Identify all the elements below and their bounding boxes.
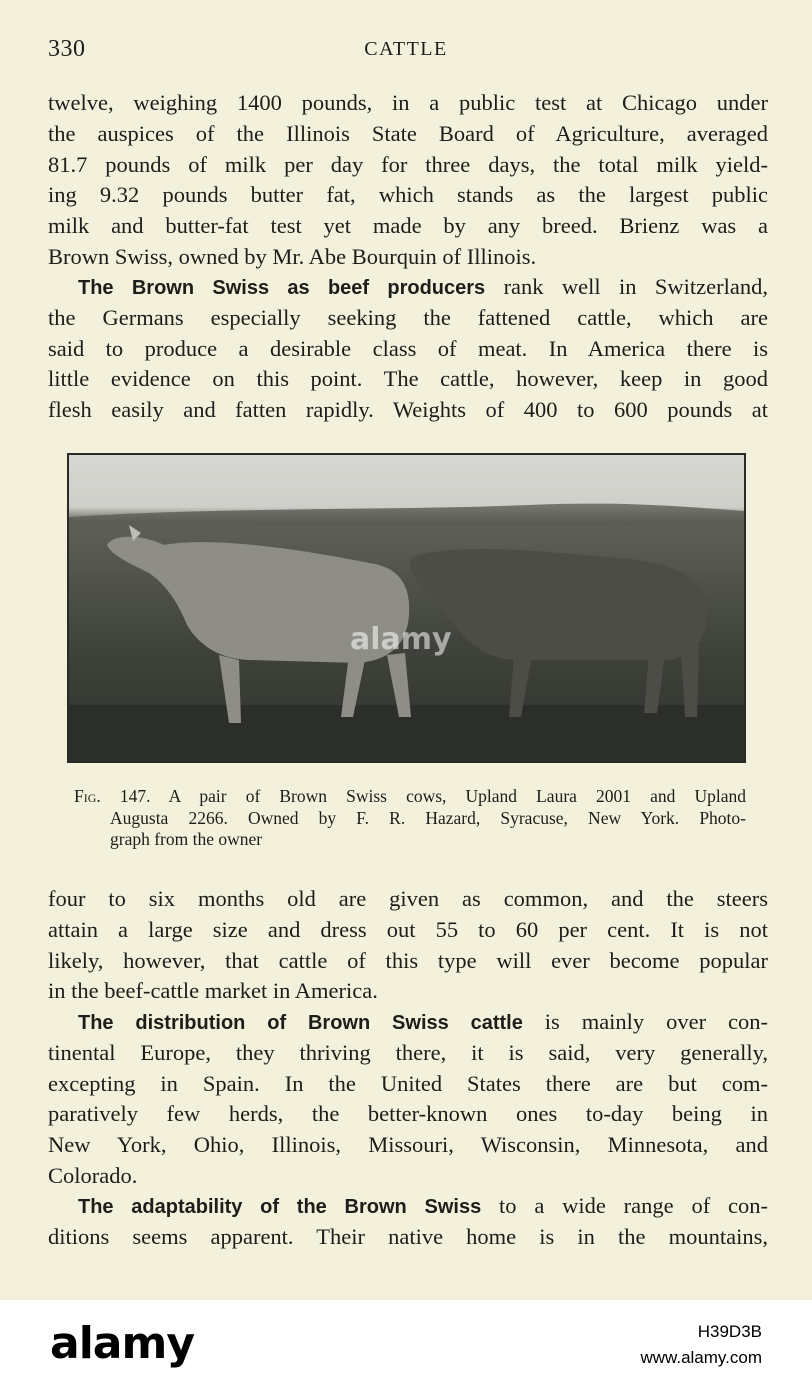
text-line: attain a large size and dress out 55 to 60 per cent. It is not [48, 916, 768, 942]
text-fragment: is mainly over con- [522, 1009, 768, 1034]
page-number: 330 [48, 36, 86, 62]
text-line: Brown Swiss, owned by Mr. Abe Bourquin of Illinois. [48, 243, 537, 269]
text-line: 81.7 pounds of milk per day for three days, the total milk yield- [48, 151, 768, 177]
text-line: Colorado. [48, 1162, 138, 1188]
paragraph-5 [48, 1191, 768, 1253]
text-line: in the beef-cattle market in America. [48, 978, 378, 1004]
text-line: the Germans especially seeking the fattened cattle, which are [48, 304, 768, 330]
caption-line: Augusta 2266. Owned by F. R. Hazard, Syracuse, New York. Photo- [110, 807, 746, 828]
text-line [48, 272, 768, 303]
text-line: little evidence on this point. The cattle, however, keep in good [48, 366, 768, 392]
text-line: paratively few herds, the better-known ones to-day being in [48, 1101, 768, 1127]
text-fragment: rank well in Switzerland, [485, 274, 768, 299]
text-fragment: to a wide range of con- [481, 1193, 768, 1218]
text-line: tinental Europe, they thriving there, it is said, very generally, [48, 1039, 768, 1065]
paragraph-1 [48, 88, 768, 273]
text-line: the auspices of the Illinois State Board of Agriculture, averaged [48, 120, 768, 146]
paragraph-2 [48, 272, 768, 426]
image-id: H39D3B [697, 1322, 762, 1341]
caption-line: graph from the owner [110, 829, 263, 849]
photo-illustration [69, 455, 744, 761]
running-head: CATTLE [364, 38, 448, 60]
figure-label: Fig. 147. [74, 786, 151, 806]
text-line: twelve, weighing 1400 pounds, in a public test at Chicago under [48, 90, 768, 115]
caption-text: A pair of Brown Swiss cows, Upland Laura 2001 and Upland [168, 786, 746, 806]
text-line [48, 1191, 768, 1222]
cow-right [410, 549, 707, 717]
run-in-heading: The adaptability of the Brown Swiss [78, 1196, 482, 1218]
text-line: flesh easily and fatten rapidly. Weights of 400 to 600 pounds at [48, 397, 768, 423]
caption-line [74, 786, 746, 808]
figure-caption [74, 786, 746, 851]
run-in-heading: The distribution of Brown Swiss cattle [78, 1012, 523, 1034]
text-line: ing 9.32 pounds butter fat, which stands as the largest public [48, 182, 768, 208]
text-line: New York, Ohio, Illinois, Missouri, Wisconsin, Minnesota, and [48, 1132, 768, 1158]
site-url: www.alamy.com [640, 1348, 762, 1367]
text-line: four to six months old are given as common, and the steers [48, 886, 768, 911]
text-line: ditions seems apparent. Their native home is in the mountains, [48, 1223, 768, 1249]
text-line: milk and butter-fat test yet made by any breed. Brienz was a [48, 213, 768, 239]
text-line: said to produce a desirable class of meat. In America there is [48, 335, 768, 361]
paragraph-3 [48, 884, 768, 1007]
brand-logo: alamy [50, 1318, 194, 1369]
run-in-heading: The Brown Swiss as beef producers [78, 277, 486, 299]
text-line: excepting in Spain. In the United States there are but com- [48, 1070, 768, 1096]
text-line: likely, however, that cattle of this type will ever become popular [48, 947, 768, 973]
paragraph-4 [48, 1007, 768, 1192]
cattle-photograph [67, 453, 746, 763]
watermark: alamy [350, 622, 452, 657]
text-line [48, 1007, 768, 1038]
